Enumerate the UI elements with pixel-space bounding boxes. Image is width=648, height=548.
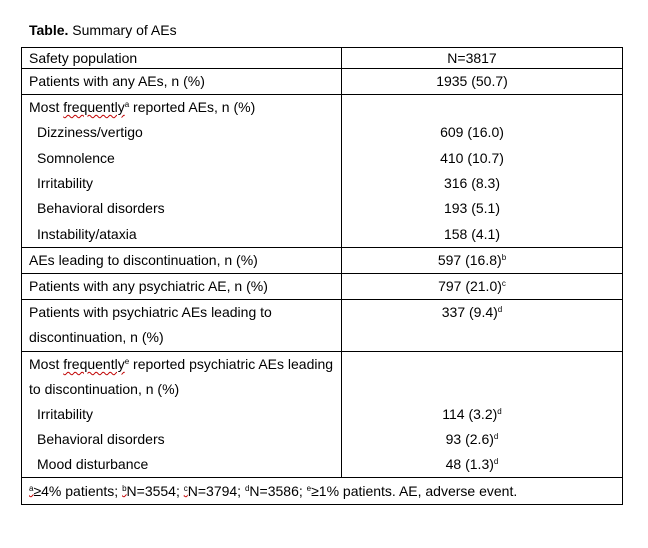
row-behavioral [22, 196, 623, 221]
label: Safety population [22, 48, 342, 69]
row-most-frequent-psych-header [22, 352, 623, 403]
label: Behavioral disorders [22, 196, 342, 221]
value: 797 $(21.0)^c$ [342, 274, 623, 300]
label: Instability/ataxia [22, 221, 342, 248]
ae-summary-table [21, 47, 623, 505]
row-instability [22, 221, 623, 248]
label: Patients with any AEs, n (%) [22, 69, 342, 95]
caption-text: Summary of AEs [68, 22, 177, 38]
table-caption [29, 22, 177, 38]
value: 337 $(9.4)^d$ [342, 300, 623, 352]
value: 410 (10.7) [342, 145, 623, 171]
label: Behavioral disorders [22, 427, 342, 452]
row-safety-population [22, 48, 623, 69]
value: 158 (4.1) [342, 221, 623, 248]
row-psychiatric-any [22, 274, 623, 300]
value: 1935 (50.7) [342, 69, 623, 95]
row-psych-behavioral [22, 427, 623, 452]
row-any-ae [22, 69, 623, 95]
row-dizziness [22, 120, 623, 145]
value: 609 (16.0) [342, 120, 623, 145]
value: 597 $(16.8)^b$ [342, 248, 623, 274]
label: Most frequently$^e$ reported psychiatric AEs leading to discontinuation, n (%) [22, 352, 342, 403]
label: Irritability [22, 171, 342, 196]
label: Patients with any psychiatric AE, n (%) [22, 274, 342, 300]
label: Dizziness/vertigo [22, 120, 342, 145]
label: Somnolence [22, 145, 342, 171]
label: AEs leading to discontinuation, n (%) [22, 248, 342, 274]
row-most-frequent-header [22, 95, 623, 121]
value: 316 (8.3) [342, 171, 623, 196]
value: 48 $(1.3)^d$ [342, 452, 623, 478]
row-footnote [22, 478, 623, 505]
value: 114 $(3.2)^d$ [342, 402, 623, 427]
label: Mood disturbance [22, 452, 342, 478]
value: 193 (5.1) [342, 196, 623, 221]
label: Irritability [22, 402, 342, 427]
row-psych-mood [22, 452, 623, 478]
row-irritability [22, 171, 623, 196]
row-psych-irritability [22, 402, 623, 427]
row-psychiatric-discontinuation [22, 300, 623, 352]
row-somnolence [22, 145, 623, 171]
label: Patients with psychiatric AEs leading to discontinuation, n (%) [22, 300, 342, 352]
value: N=3817 [342, 48, 623, 69]
value: 93 $(2.6)^d$ [342, 427, 623, 452]
label: Most frequently$^a$ reported AEs, n (%) [22, 95, 342, 121]
row-ae-discontinuation [22, 248, 623, 274]
footnote: $^a$≥4% patients; $^b$N=3554; $^c$N=3794; $^d$N=3586; $^e$≥1% patients. AE, adverse event. [22, 478, 623, 505]
caption-bold: Table. [29, 22, 69, 38]
